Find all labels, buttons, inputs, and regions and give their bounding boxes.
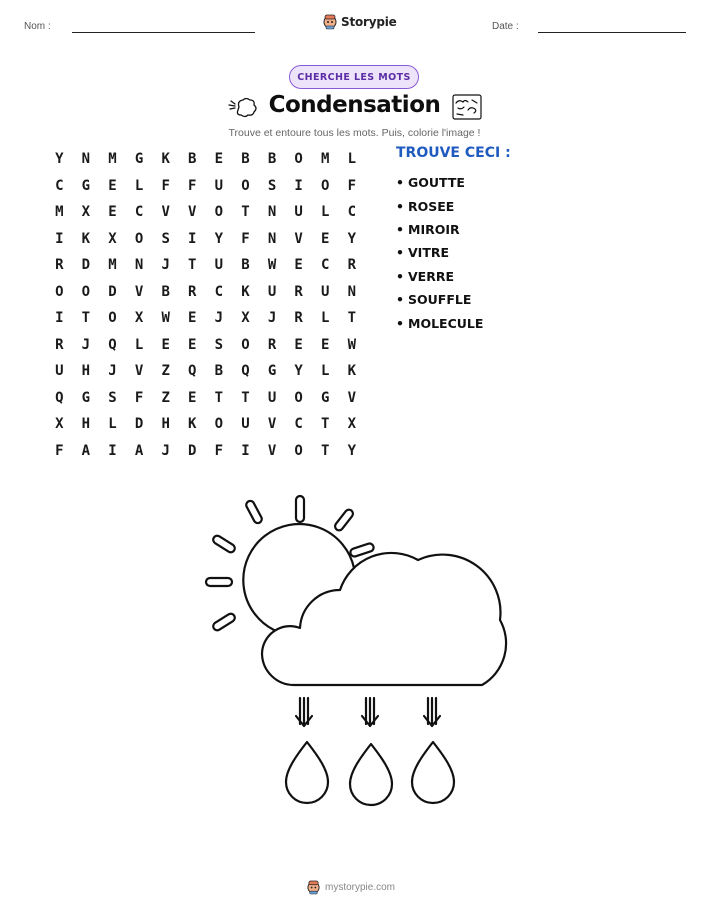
grid-row <box>46 411 366 438</box>
date-line <box>538 32 686 33</box>
grid-letter[interactable]: Y <box>347 442 357 459</box>
brand <box>323 12 397 32</box>
grid-letter[interactable]: R <box>55 257 64 274</box>
grid-letter[interactable]: N <box>81 151 91 168</box>
grid-letter[interactable]: I <box>55 230 64 247</box>
grid-letter[interactable]: B <box>161 283 170 300</box>
bullet: • <box>396 315 404 331</box>
grid-letter[interactable]: I <box>241 442 250 459</box>
grid-letter[interactable]: O <box>214 204 224 221</box>
grid-letter[interactable]: F <box>55 442 64 459</box>
grid-letter[interactable]: L <box>347 151 357 168</box>
grid-letter[interactable]: T <box>321 416 330 433</box>
grid-letter[interactable]: V <box>134 283 144 300</box>
grid-letter[interactable]: A <box>134 442 144 459</box>
bullet: • <box>396 268 404 284</box>
grid-row <box>46 146 366 173</box>
grid-letter[interactable]: D <box>81 257 91 274</box>
word-item <box>396 241 483 264</box>
grid-row <box>46 279 366 306</box>
grid-letter[interactable]: E <box>188 310 197 327</box>
down-arrow <box>424 698 440 726</box>
grid-letter[interactable]: O <box>294 151 303 168</box>
grid-letter[interactable]: V <box>161 204 170 221</box>
grid-letter[interactable]: S <box>267 177 277 194</box>
grid-letter[interactable]: Y <box>55 151 64 168</box>
grid-letter[interactable]: Y <box>294 363 303 380</box>
grid-letter[interactable]: T <box>188 257 197 274</box>
word-text: MIROIR <box>408 221 460 237</box>
grid-letter[interactable]: B <box>241 151 250 168</box>
grid-letter[interactable]: K <box>188 416 197 433</box>
grid-letter[interactable]: F <box>214 442 224 459</box>
grid-letter[interactable]: G <box>134 151 144 168</box>
grid-row <box>46 385 366 412</box>
grid-letter[interactable]: T <box>347 310 357 327</box>
grid-letter[interactable]: L <box>321 363 330 380</box>
grid-letter[interactable]: X <box>134 310 144 327</box>
grid-letter[interactable]: Y <box>347 230 357 247</box>
grid-letter[interactable]: U <box>294 204 303 221</box>
name-line <box>72 32 255 33</box>
grid-letter[interactable]: C <box>214 283 224 300</box>
date-label: Date : <box>492 21 519 32</box>
grid-letter[interactable]: V <box>134 363 144 380</box>
word-item <box>396 265 483 288</box>
grid-letter[interactable]: D <box>108 283 117 300</box>
water-drop <box>350 744 392 805</box>
grid-letter[interactable]: O <box>108 310 117 327</box>
word-text: SOUFFLE <box>408 292 472 308</box>
word-text: ROSEE <box>408 198 455 214</box>
grid-letter[interactable]: T <box>81 310 91 327</box>
grid-letter[interactable]: H <box>161 416 170 433</box>
grid-letter[interactable]: O <box>294 442 303 459</box>
down-arrow <box>362 698 378 726</box>
grid-letter[interactable]: X <box>347 416 357 433</box>
grid-row <box>46 332 366 359</box>
grid-letter[interactable]: V <box>267 442 277 459</box>
grid-letter[interactable]: D <box>134 416 144 433</box>
grid-letter[interactable]: M <box>321 151 330 168</box>
grid-letter[interactable]: O <box>55 283 64 300</box>
word-list-title: TROUVE CECI : <box>396 145 511 161</box>
word-text: VITRE <box>408 245 450 261</box>
grid-letter[interactable]: J <box>267 310 277 327</box>
grid-letter[interactable]: E <box>294 257 303 274</box>
grid-letter[interactable]: V <box>267 416 277 433</box>
grid-row <box>46 358 366 385</box>
word-item <box>396 311 483 334</box>
grid-letter[interactable]: U <box>267 389 277 406</box>
grid-letter[interactable]: I <box>188 230 197 247</box>
grid-letter[interactable]: I <box>55 310 64 327</box>
grid-letter[interactable]: U <box>267 283 277 300</box>
grid-letter[interactable]: F <box>347 177 357 194</box>
bullet: • <box>396 221 404 237</box>
grid-letter[interactable]: Q <box>241 363 250 380</box>
grid-letter[interactable]: N <box>267 230 277 247</box>
sun-ray <box>296 496 304 522</box>
grid-letter[interactable]: L <box>108 416 117 433</box>
water-drop <box>412 742 454 803</box>
grid-letter[interactable]: K <box>347 363 357 380</box>
grid-letter[interactable]: I <box>294 177 303 194</box>
grid-letter[interactable]: N <box>347 283 357 300</box>
page-title: Condensation <box>268 92 441 118</box>
foggy-window-icon <box>452 94 482 120</box>
grid-letter[interactable]: R <box>294 283 303 300</box>
grid-letter[interactable]: O <box>241 336 250 353</box>
grid-letter[interactable]: O <box>81 283 91 300</box>
grid-letter[interactable]: G <box>81 177 91 194</box>
grid-row <box>46 199 366 226</box>
grid-row <box>46 226 366 253</box>
grid-letter[interactable]: K <box>81 230 91 247</box>
word-text: GOUTTE <box>408 175 465 191</box>
bullet: • <box>396 175 404 191</box>
grid-letter[interactable]: Y <box>214 230 224 247</box>
sun-ray <box>333 508 354 532</box>
grid-letter[interactable]: I <box>108 442 117 459</box>
grid-letter[interactable]: M <box>108 257 117 274</box>
grid-letter[interactable]: L <box>321 204 330 221</box>
grid-letter[interactable]: O <box>294 389 303 406</box>
grid-letter[interactable]: E <box>214 151 224 168</box>
grid-letter[interactable]: Q <box>188 363 197 380</box>
grid-letter[interactable]: X <box>81 204 91 221</box>
grid-letter[interactable]: U <box>321 283 330 300</box>
down-arrow <box>296 698 312 726</box>
grid-letter[interactable]: X <box>108 230 117 247</box>
grid-letter[interactable]: H <box>81 416 91 433</box>
grid-letter[interactable]: L <box>134 336 144 353</box>
grid-letter[interactable]: W <box>161 310 170 327</box>
grid-row <box>46 438 366 465</box>
grid-letter[interactable]: U <box>214 257 224 274</box>
grid-letter[interactable]: E <box>321 336 330 353</box>
grid-letter[interactable]: F <box>134 389 144 406</box>
grid-letter[interactable]: C <box>294 416 303 433</box>
grid-letter[interactable]: V <box>294 230 303 247</box>
word-item <box>396 218 483 241</box>
grid-letter[interactable]: W <box>267 257 277 274</box>
grid-letter[interactable]: O <box>134 230 144 247</box>
grid-letter[interactable]: X <box>241 310 250 327</box>
grid-letter[interactable]: T <box>321 442 330 459</box>
word-item <box>396 288 483 311</box>
grid-letter[interactable]: E <box>161 336 170 353</box>
grid-letter[interactable]: G <box>81 389 91 406</box>
grid-letter[interactable]: R <box>294 310 303 327</box>
storypie-logo-icon <box>323 14 337 30</box>
grid-letter[interactable]: K <box>161 151 170 168</box>
bullet: • <box>396 245 404 261</box>
grid-letter[interactable]: O <box>241 177 250 194</box>
cloud <box>262 553 506 685</box>
footer <box>307 880 395 895</box>
grid-letter[interactable]: E <box>294 336 303 353</box>
grid-letter[interactable]: B <box>241 257 250 274</box>
water-drop <box>286 742 328 803</box>
grid-letter[interactable]: W <box>347 336 357 353</box>
grid-letter[interactable]: B <box>188 151 197 168</box>
sun-ray <box>349 542 374 557</box>
grid-letter[interactable]: L <box>134 177 144 194</box>
grid-letter[interactable]: T <box>241 204 250 221</box>
sun-cloud-rain-illustration <box>200 490 540 810</box>
sun <box>243 524 354 630</box>
grid-letter[interactable]: R <box>55 336 64 353</box>
grid-letter[interactable]: Q <box>108 336 117 353</box>
grid-letter[interactable]: Z <box>161 389 170 406</box>
grid-letter[interactable]: C <box>134 204 144 221</box>
grid-letter[interactable]: O <box>321 177 330 194</box>
sun-ray <box>245 500 263 525</box>
word-item <box>396 171 483 194</box>
grid-letter[interactable]: F <box>161 177 170 194</box>
grid-letter[interactable]: R <box>347 257 357 274</box>
word-item <box>396 194 483 217</box>
grid-letter[interactable]: T <box>241 389 250 406</box>
grid-letter[interactable]: C <box>321 257 330 274</box>
grid-letter[interactable]: O <box>214 416 224 433</box>
grid-letter[interactable]: J <box>161 257 170 274</box>
grid-letter[interactable]: J <box>108 363 117 380</box>
grid-letter[interactable]: N <box>134 257 144 274</box>
grid-letter[interactable]: U <box>55 363 64 380</box>
grid-letter[interactable]: J <box>81 336 91 353</box>
grid-letter[interactable]: E <box>108 177 117 194</box>
grid-letter[interactable]: V <box>347 389 357 406</box>
grid-row <box>46 305 366 332</box>
footer-url: mystorypie.com <box>325 882 396 893</box>
grid-letter[interactable]: U <box>241 416 250 433</box>
word-search-grid <box>46 146 366 464</box>
grid-letter[interactable]: B <box>267 151 277 168</box>
sun-ray <box>212 612 237 632</box>
grid-letter[interactable]: R <box>188 283 197 300</box>
grid-letter[interactable]: E <box>188 336 197 353</box>
grid-letter[interactable]: A <box>81 442 91 459</box>
grid-letter[interactable]: C <box>347 204 357 221</box>
grid-letter[interactable]: N <box>267 204 277 221</box>
grid-letter[interactable]: F <box>188 177 197 194</box>
storypie-logo-icon <box>307 880 320 895</box>
grid-letter[interactable]: V <box>188 204 197 221</box>
grid-letter[interactable]: H <box>81 363 91 380</box>
word-text: MOLECULE <box>408 315 484 331</box>
grid-letter[interactable]: D <box>188 442 197 459</box>
grid-letter[interactable]: R <box>267 336 277 353</box>
grid-letter[interactable]: J <box>161 442 170 459</box>
grid-letter[interactable]: B <box>214 363 224 380</box>
sun-ray <box>212 534 237 554</box>
grid-letter[interactable]: C <box>55 177 64 194</box>
grid-row <box>46 252 366 279</box>
name-label: Nom : <box>24 21 51 32</box>
grid-letter[interactable]: T <box>214 389 224 406</box>
grid-letter[interactable]: U <box>214 177 224 194</box>
activity-tag: CHERCHE LES MOTS <box>289 65 419 89</box>
grid-letter[interactable]: E <box>108 204 117 221</box>
grid-letter[interactable]: S <box>161 230 170 247</box>
grid-letter[interactable]: E <box>321 230 330 247</box>
grid-letter[interactable]: Z <box>161 363 170 380</box>
brand-name: Storypie <box>341 15 397 29</box>
bullet: • <box>396 198 404 214</box>
grid-letter[interactable]: M <box>108 151 117 168</box>
grid-row <box>46 173 366 200</box>
grid-letter[interactable]: K <box>241 283 250 300</box>
grid-letter[interactable]: Q <box>55 389 64 406</box>
grid-letter[interactable]: G <box>321 389 330 406</box>
grid-letter[interactable]: E <box>188 389 197 406</box>
grid-letter[interactable]: S <box>214 336 224 353</box>
grid-letter[interactable]: M <box>55 204 64 221</box>
bullet: • <box>396 292 404 308</box>
sun-ray <box>206 578 232 586</box>
word-text: VERRE <box>408 268 455 284</box>
grid-letter[interactable]: X <box>55 416 64 433</box>
grid-letter[interactable]: F <box>241 230 250 247</box>
instructions: Trouve et entoure tous les mots. Puis, colorie l'image ! <box>228 127 481 139</box>
grid-letter[interactable]: G <box>267 363 277 380</box>
grid-letter[interactable]: L <box>321 310 330 327</box>
grid-letter[interactable]: J <box>214 310 224 327</box>
word-list <box>396 171 483 335</box>
grid-letter[interactable]: S <box>108 389 117 406</box>
